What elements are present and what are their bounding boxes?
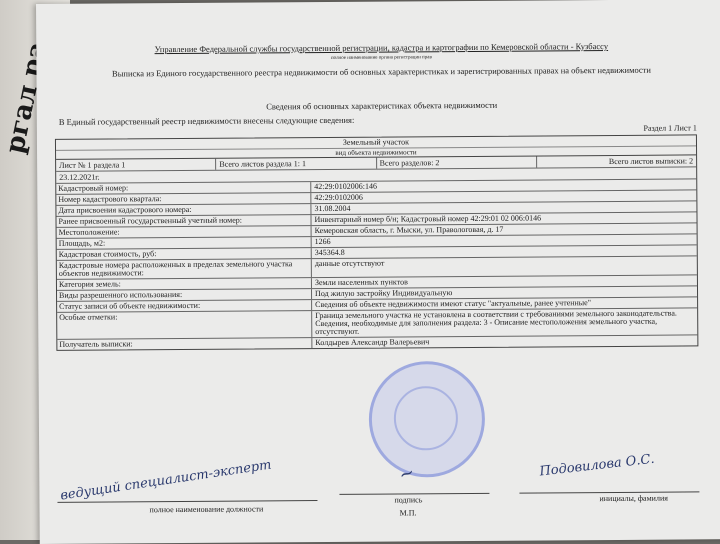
stamp-emblem: [394, 386, 458, 450]
row-value: Колдырев Александр Валерьевич: [315, 337, 430, 348]
position-line: [57, 500, 317, 503]
row-label: Местоположение:: [57, 226, 312, 238]
document-page: [36, 0, 720, 544]
handwritten-position: ведущий специалист-эксперт: [59, 457, 273, 504]
row-value: Под жилую застройку Индивидуальную: [314, 288, 453, 299]
section-page: Раздел 1 Лист 1: [643, 123, 697, 133]
row-label: Категория земель:: [57, 278, 312, 290]
row-value: 1266: [314, 236, 331, 247]
row-value: Кемеровская область, г. Мыски, ул. Правологовая, д. 17: [314, 224, 504, 236]
row-value: Земли населенных пунктов: [314, 277, 408, 288]
row-label: Особые отметки:: [57, 311, 312, 339]
row-label: Площадь, м2:: [57, 237, 312, 249]
intro-text: В Единый государственный реестр недвижимости внесены следующие сведения:: [58, 114, 355, 127]
data-rows: [56, 179, 697, 349]
row-label: Кадастровый номер:: [56, 182, 311, 194]
row-label: Кадастровая стоимость, руб:: [57, 248, 312, 260]
row-value: Граница земельного участка не установлена в соответствии с требованиями земельного законодательства. Сведения, необходимые для заполнения раздела: 3 - Описание местоположения земельного участка, отсутствуют.: [315, 308, 677, 337]
agency-name: Управление Федеральной службы государственной регистрации, кадастра и картографии по Кемеровской области - Кузбассу: [154, 41, 609, 55]
name-caption: инициалы, фамилия: [599, 493, 668, 504]
row-label: Получатель выписки:: [57, 338, 312, 350]
row-value: 42:29:0102006:146: [314, 181, 377, 192]
handwritten-signature: ~: [396, 461, 418, 487]
row-label: Ранее присвоенный государственный учетный номер:: [56, 215, 311, 227]
stamp-caption: М.П.: [399, 508, 417, 518]
sheets-in-section: Всего листов раздела 1: 1: [216, 158, 376, 170]
row-label: Виды разрешенного использования:: [57, 289, 312, 301]
row-value: 42:29:0102006: [314, 192, 363, 203]
section-title: Сведения об основных характеристиках объекта недвижимости: [266, 99, 498, 112]
agency-caption: полное наименование органа регистрации прав: [330, 55, 432, 61]
row-value: данные отсутствуют: [314, 258, 385, 269]
row-value: Инвентарный номер б/н; Кадастровый номер 42:29:01 02 006:0146: [314, 213, 542, 225]
row-label: Статус записи об объекте недвижимости:: [57, 300, 312, 312]
document-title: Выписка из Единого государственного реестра недвижимости об основных характеристиках и зарегистрированных правах на объект недвижимости: [111, 64, 651, 79]
position-caption: полное наименование должности: [149, 504, 264, 515]
sheet-number: Лист № 1 раздела 1: [56, 159, 216, 171]
signature-caption: подпись: [394, 495, 423, 505]
object-type-caption: вид объекта недвижимости: [56, 145, 696, 158]
official-stamp: [369, 361, 486, 478]
object-type: Земельный участок: [342, 137, 410, 147]
sheets-total: Всего листов выписки: 2: [608, 156, 694, 167]
row-value: 31.08.2004: [314, 203, 351, 214]
handwritten-name: Подовилова О.С.: [538, 451, 656, 480]
records-table: [55, 134, 698, 350]
row-label: Номер кадастрового квартала:: [56, 193, 311, 205]
sections-total: Всего разделов: 2: [377, 157, 537, 169]
row-value: 345364.8: [314, 247, 345, 258]
issue-date: 23.12.2021г.: [59, 172, 100, 182]
row-value: Сведения об объекте недвижимости имеют статус "актуальные, ранее учтенные": [315, 298, 592, 310]
row-label: Дата присвоения кадастрового номера:: [56, 204, 311, 216]
row-label: Кадастровые номера расположенных в пределах земельного участка объектов недвижимости:: [57, 259, 312, 279]
